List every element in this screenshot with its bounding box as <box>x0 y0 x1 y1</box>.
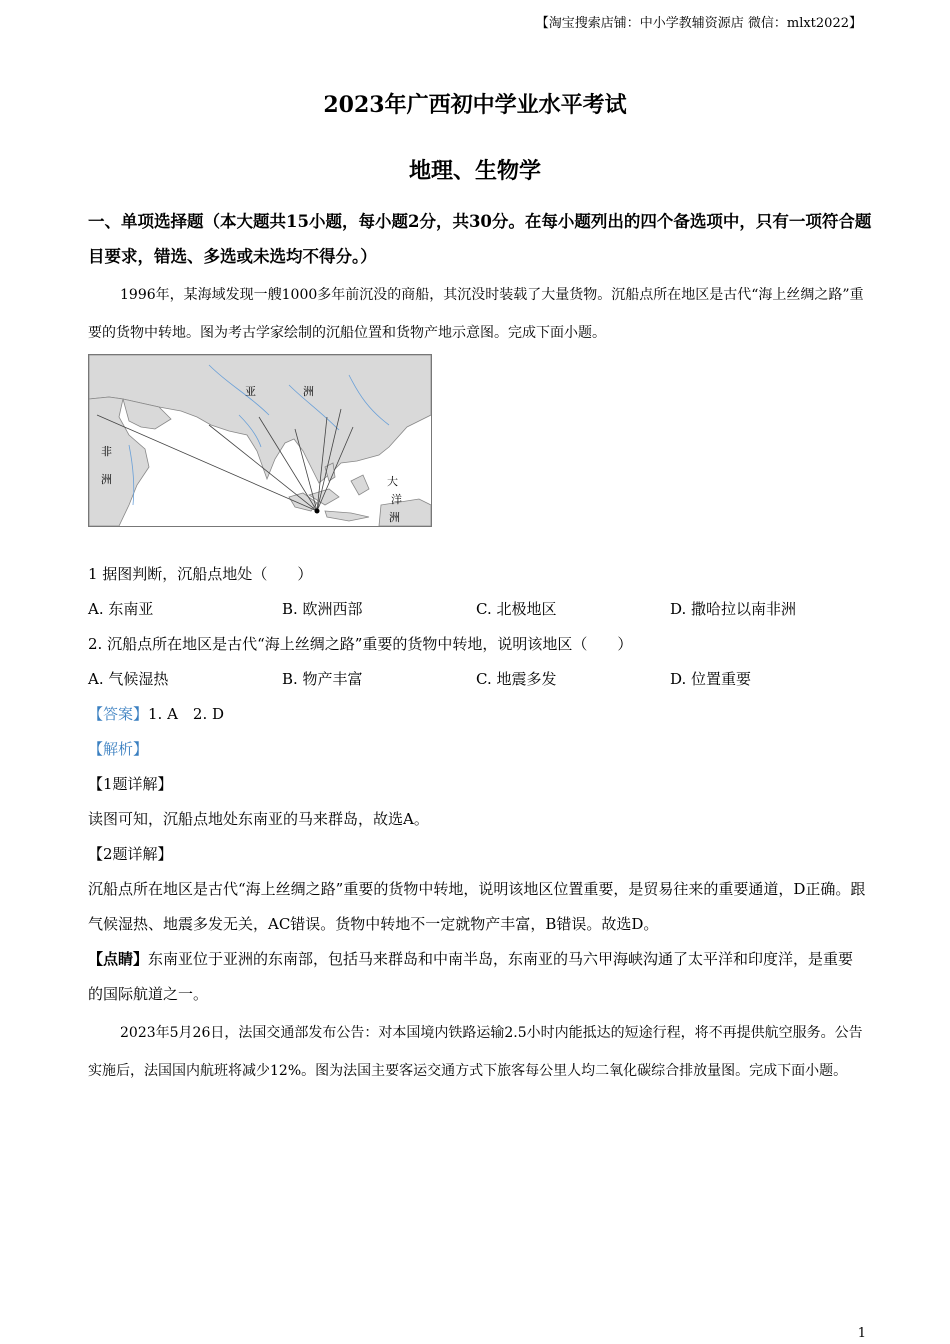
tip-paragraph <box>88 942 868 1012</box>
section-heading: 一、单项选择题（本大题共15小题，每小题2分，共30分。在每小题列出的四个备选项中，只有一项符合题目要求，错选、多选或未选均不得分。） <box>88 212 872 266</box>
detail-1-text: 读图可知，沉船点地处东南亚的马来群岛，故选A。 <box>88 810 429 828</box>
intro-paragraph-1: 1996年，某海域发现一艘1000多年前沉没的商船，其沉没时装载了大量货物。沉船点所在地区是古代“海上丝绸之路”重要的货物中转地。图为考古学家绘制的沉船位置和货物产地示意图。完成下面小题。 <box>88 287 864 341</box>
question-2-option-c: C. 地震多发 <box>476 670 557 688</box>
map-figure <box>89 355 431 526</box>
question-2-option-a: A. 气候湿热 <box>88 670 169 688</box>
page-subtitle: 地理、生物学 <box>408 158 541 184</box>
question-1-option-b: B. 欧洲西部 <box>282 600 363 618</box>
question-1-option-c: C. 北极地区 <box>476 600 557 618</box>
answer-text: 1. A 2. D <box>148 705 225 723</box>
header-note: 【淘宝搜索店铺：中小学教辅资源店 微信：mlxt2022】 <box>535 16 862 31</box>
tip-label: 【点睛】 <box>88 950 149 968</box>
question-1-stem: 1 据图判断，沉船点地处（ ） <box>88 565 313 583</box>
map-label-oceania-2: 洋 <box>391 494 402 506</box>
map-label-africa-2: 洲 <box>101 474 112 486</box>
map-label-asia-2: 洲 <box>303 386 314 398</box>
map-label-asia-1: 亚 <box>245 386 256 398</box>
detail-2-text: 沉船点所在地区是古代“海上丝绸之路”重要的货物中转地，说明该地区位置重要，是贸易往来的重要通道，D正确。跟气候湿热、地震多发无关，AC错误。货物中转地不一定就物产丰富，B错误。故选D。 <box>88 880 866 933</box>
map-label-africa-1: 非 <box>101 446 112 458</box>
page-title: 2023年广西初中学业水平考试 <box>323 92 627 118</box>
analysis-label: 【解析】 <box>88 740 149 758</box>
tip-text: 东南亚位于亚洲的东南部，包括马来群岛和中南半岛，东南亚的马六甲海峡沟通了太平洋和印度洋，是重要的国际航道之一。 <box>88 950 854 1003</box>
question-2-stem: 2. 沉船点所在地区是古代“海上丝绸之路”重要的货物中转地，说明该地区（ ） <box>88 635 633 653</box>
detail-2-label: 【2题详解】 <box>88 845 173 863</box>
answer-label: 【答案】 <box>88 705 149 723</box>
map-label-oceania-3: 洲 <box>389 512 400 524</box>
shipwreck-map <box>88 354 432 527</box>
question-1-option-a: A. 东南亚 <box>88 600 154 618</box>
detail-1-label: 【1题详解】 <box>88 775 173 793</box>
answer-line <box>88 702 224 726</box>
page-number: 1 <box>857 1326 866 1341</box>
map-label-oceania-1: 大 <box>387 476 398 488</box>
intro-paragraph-2: 2023年5月26日，法国交通部发布公告：对本国境内铁路运输2.5小时内能抵达的短途行程，将不再提供航空服务。公告实施后，法国国内航班将减少12%。图为法国主要客运交通方式下旅客每公里人均二氧化碳综合排放量图。完成下面小题。 <box>88 1025 863 1079</box>
question-2-option-b: B. 物产丰富 <box>282 670 363 688</box>
question-2-option-d: D. 位置重要 <box>670 670 752 688</box>
question-1-option-d: D. 撒哈拉以南非洲 <box>670 600 797 618</box>
